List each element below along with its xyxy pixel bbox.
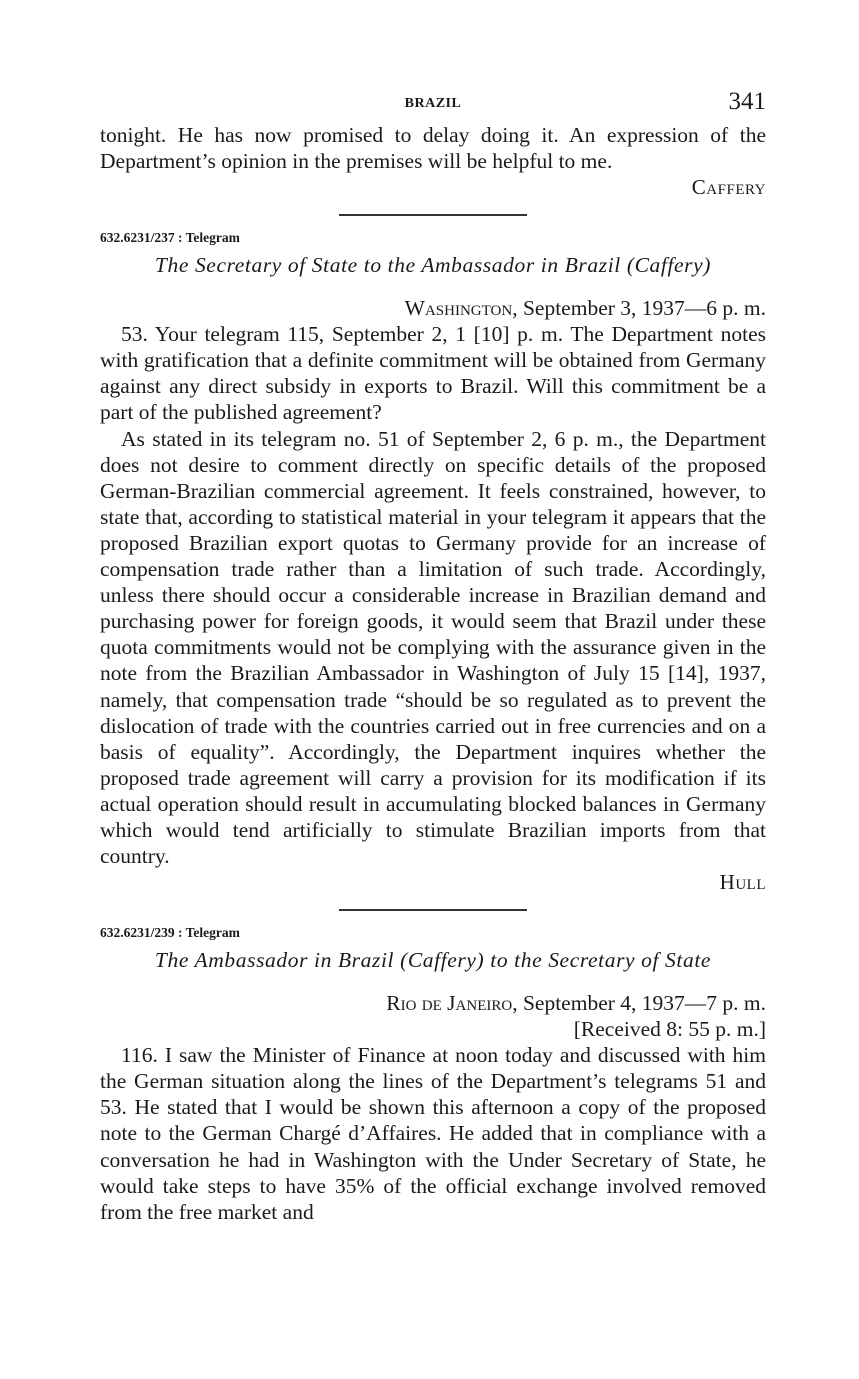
dateline-place: Washington [404,296,513,321]
signature: Hull [719,870,766,895]
page-number: 341 [728,88,766,115]
telegram-entry [100,924,766,1225]
dateline [100,295,766,321]
telegram-continuation [100,122,766,200]
received-time: [Received 8: 55 p. m.] [573,1017,766,1042]
dateline [100,990,766,1016]
running-header [100,88,766,122]
document-title: The Secretary of State to the Ambassador in Brazil (Caffery) [154,253,712,278]
file-reference: 632.6231/239 : Telegram [100,925,240,941]
dateline-place: Rio de Janeiro [386,991,513,1016]
body-paragraph: As stated in its telegram no. 51 of September 2, 6 p. m., the Department does not desire to comment directly on specific details of the proposed German-Brazilian commercial agreement. It feels constrained, however, to state that, according to statistical material in your telegram it appears that the proposed Brazilian export quotas to Germany provide for an increase of compensation trade rather than a limitation of such trade. Accordingly, unless there should occur a considerable increase in Brazilian demand and purchasing power for foreign goods, it would seem that Brazil under these quota commitments would not be complying with the assurance given in the note from the Brazilian Ambassador in Washington of July 15 [14], 1937, namely, that compensation trade “should be so regulated as to prevent the dislocation of trade with the countries carried out in free currencies and on a basis of equality”. Accordingly, the Department inquires whether the proposed trade agreement will carry a provision for its modification if its actual operation should result in accumulating blocked balances in Germany which would tend artificially to stimulate Brazilian imports from that country. [100,426,766,869]
body-paragraph: 116. I saw the Minister of Finance at noon today and discussed with him the German situation along the lines of the Department’s telegrams 51 and 53. He stated that I would be shown this afternoon a copy of the proposed note to the German Chargé d’Affaires. He added that in compliance with a conversation he had in Washington with the Under Secretary of State, he would take steps to have 35% of the official exchange involved removed from the free market and [100,1043,766,1224]
document-title: The Ambassador in Brazil (Caffery) to the Secretary of State [154,948,712,973]
body-paragraph: 53. Your telegram 115, September 2, 1 [10] p. m. The Department notes with gratification that a definite commitment will be obtained from Germany against any direct subsidy in exports to Brazil. Will this commitment be a part of the published agreement? [100,322,766,425]
file-reference: 632.6231/237 : Telegram [100,230,240,246]
signature: Caffery [691,175,766,200]
section-divider [339,909,527,911]
running-title: BRAZIL [404,96,462,111]
dateline-date: , September 4, 1937—7 p. m. [512,991,766,1016]
document-page [100,88,766,1225]
section-divider [339,214,527,216]
telegram-entry [100,229,766,895]
dateline-date: , September 3, 1937—6 p. m. [512,296,766,321]
body-paragraph: tonight. He has now promised to delay doing it. An expression of the Department’s opinion in the premises will be helpful to me. [100,123,766,174]
